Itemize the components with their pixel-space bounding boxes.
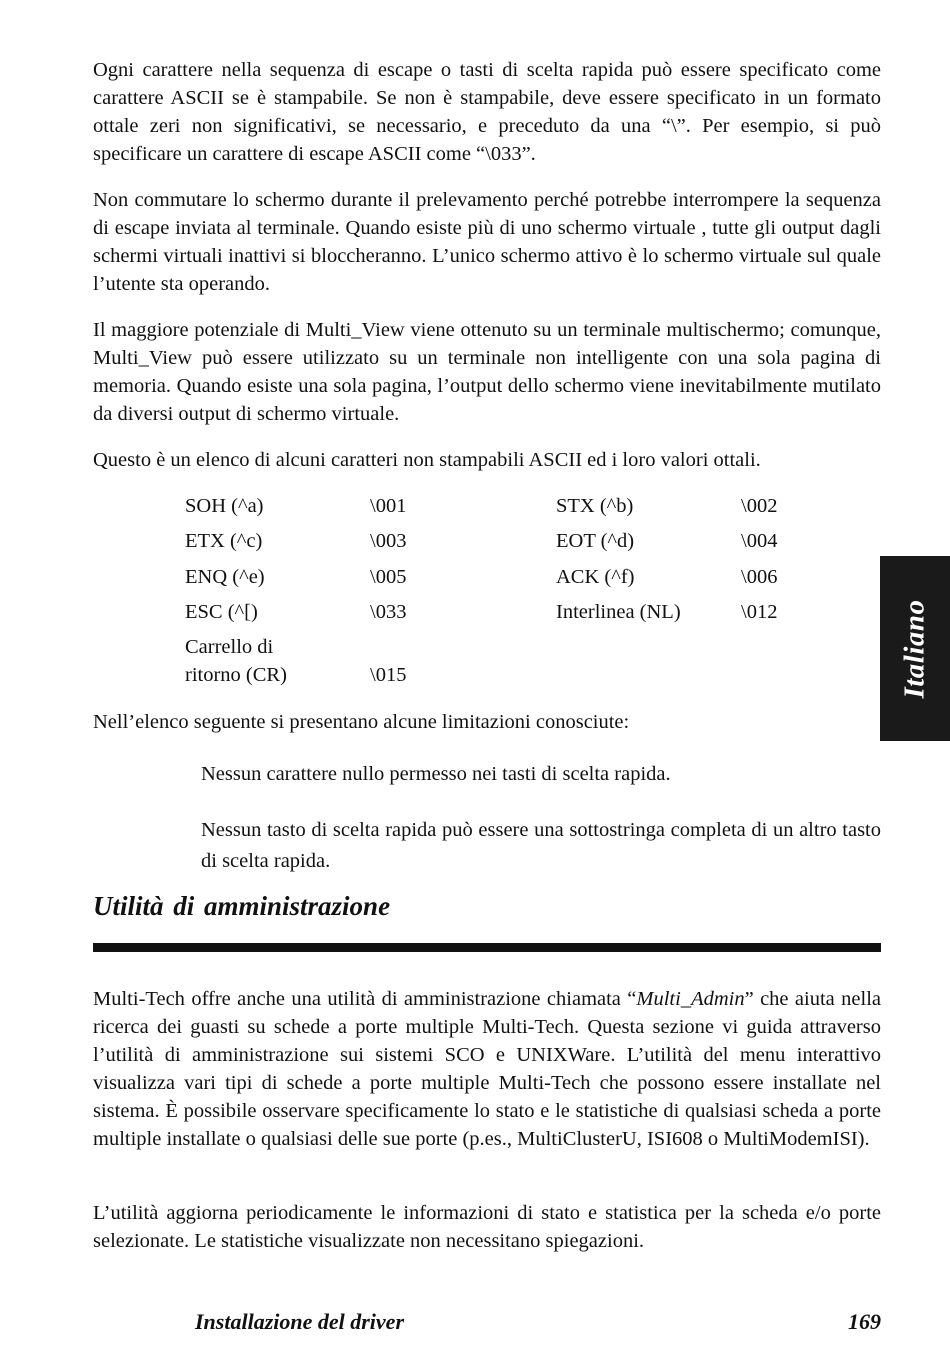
- paragraph-statistics: L’utilità aggiorna periodicamente le informazioni di stato e statistica per la scheda e/o porte selezionate. Le statistiche visualizzate non necessitano spiegazioni.: [93, 1202, 881, 1252]
- table-cell-name: ETX (^c): [185, 530, 263, 552]
- table-cell-value: \004: [741, 530, 778, 552]
- table-cell-name: Carrello di: [185, 636, 274, 658]
- table-cell-value: \006: [741, 566, 778, 588]
- paragraph-ascii-list-intro: Questo è un elenco di alcuni caratteri non stampabili ASCII ed i loro valori ottali.: [93, 449, 761, 471]
- table-cell-value: \033: [370, 601, 407, 623]
- paragraph-multiview-potential: Il maggiore potenziale di Multi_View viene ottenuto su un terminale multischermo; comunque, Multi_View può essere utilizzato su un terminale non intelligente con una sola pagina di memoria. Quando esiste una sola pagina, l’output dello schermo viene inevitabilmente mutilato da diversi output di schermo virtuale.: [93, 319, 881, 425]
- table-cell-name: SOH (^a): [185, 495, 264, 517]
- language-side-tab: [880, 556, 950, 741]
- table-cell-value: \015: [370, 664, 407, 686]
- table-cell-value: \005: [370, 566, 407, 588]
- page-number: 169: [848, 1309, 881, 1334]
- table-cell-value: \002: [741, 495, 778, 517]
- paragraph-multi-admin: [93, 985, 881, 1153]
- paragraph-screen-switching: Non commutare lo schermo durante il prelevamento perché potrebbe interrompere la sequenza di escape inviata al terminale. Quando esiste più di uno schermo virtuale , tutte gli output dagli schermi virtuali inattivi si bloccheranno. L’unico schermo attivo è lo schermo virtuale sul quale l’utente sta operando.: [93, 189, 881, 295]
- limitation-item: Nessun carattere nullo permesso nei tasti di scelta rapida.: [201, 763, 671, 785]
- table-cell-name: ritorno (CR): [185, 664, 287, 686]
- footer-title: Installazione del driver: [195, 1309, 405, 1334]
- table-cell-value: \001: [370, 495, 407, 517]
- section-heading: Utilità di amministrazione: [93, 891, 391, 921]
- paragraph-text: Multi-Tech offre anche una utilità di amministrazione chiamata “: [93, 988, 637, 1010]
- limitation-item: Nessun tasto di scelta rapida può essere una sottostringa completa di un altro tasto di scelta rapida.: [201, 819, 881, 872]
- table-cell-name: ACK (^f): [556, 566, 635, 588]
- table-cell-value: \003: [370, 530, 407, 552]
- heading-rule: [93, 943, 881, 952]
- table-cell-value: \012: [741, 601, 778, 623]
- table-cell-name: ENQ (^e): [185, 566, 265, 588]
- paragraph-text: ” che aiuta nella ricerca dei guasti su schede a porte multiple Multi-Tech. Questa sezione vi guida attraverso l’utilità di amministrazione sui sistemi SCO e UNIXWare. L’utilità del menu interattivo visualizza vari tipi di schede a porte multiple Multi-Tech che possono essere installate nel sistema. È possibile osservare specificamente lo stato e le statistiche di qualsiasi scheda a porte multiple installate o qualsiasi delle sue porte (p.es., MultiClusterU, ISI608 o MultiModemISI).: [93, 988, 881, 1150]
- table-cell-name: STX (^b): [556, 495, 634, 517]
- table-cell-name: Interlinea (NL): [556, 601, 681, 623]
- table-cell-name: EOT (^d): [556, 530, 635, 552]
- utility-name: Multi_Admin: [636, 988, 745, 1010]
- paragraph-limitations-intro: Nell’elenco seguente si presentano alcune limitazioni conosciute:: [93, 711, 630, 733]
- side-tab-label: Italiano: [898, 598, 931, 699]
- paragraph-escape-characters: Ogni carattere nella sequenza di escape o tasti di scelta rapida può essere specificato come carattere ASCII se è stampabile. Se non è stampabile, deve essere specificato in un formato ottale zeri non significativi, se necessario, e preceduto da una “\”. Per esempio, si può specificare un carattere di escape ASCII come “\033”.: [93, 59, 881, 165]
- table-cell-name: ESC (^[): [185, 601, 258, 623]
